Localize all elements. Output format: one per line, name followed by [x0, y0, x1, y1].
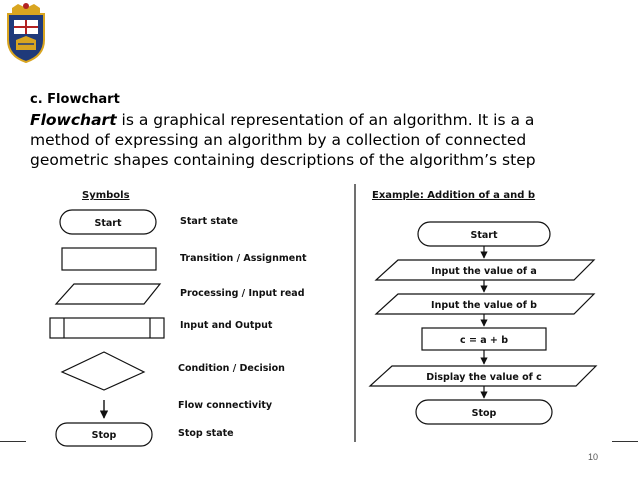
example-step-input-a: Input the value of a: [431, 266, 537, 277]
example-step-start: Start: [470, 230, 498, 241]
input-output-symbol: [50, 318, 164, 338]
definition-text: is a graphical representation of an algorithm. It is a a method of expressing an algorithm by a collection of connected geometric shapes containing descriptions of the algorithm’s step: [30, 111, 536, 169]
example-step-input-b: Input the value of b: [431, 300, 537, 311]
page-number: 10: [587, 452, 598, 462]
parallelogram-symbol: [56, 284, 160, 304]
footer-rule-left: [0, 441, 26, 442]
flowchart-term: Flowchart: [30, 111, 117, 129]
flowchart-definition-paragraph: [30, 110, 590, 186]
rectangle-symbol: [62, 248, 156, 270]
symbol-desc-input-output: Input and Output: [180, 320, 273, 331]
example-title: Example: Addition of a and b: [372, 190, 536, 201]
symbol-label-stop: Stop: [91, 430, 117, 441]
example-step-stop: Stop: [471, 408, 497, 419]
symbol-desc-flow: Flow connectivity: [178, 400, 273, 411]
footer-rule-right: [612, 441, 638, 442]
university-crest-logo: [0, 0, 52, 64]
symbols-title: Symbols: [82, 190, 130, 201]
example-step-assign: c = a + b: [460, 335, 508, 346]
symbol-desc-transition: Transition / Assignment: [180, 253, 307, 264]
section-heading: c. Flowchart: [30, 92, 120, 107]
example-step-display: Display the value of c: [426, 372, 542, 383]
symbol-desc-start-state: Start state: [180, 216, 238, 227]
symbol-desc-processing: Processing / Input read: [180, 288, 305, 299]
symbol-desc-stop-state: Stop state: [178, 428, 234, 439]
symbol-desc-decision: Condition / Decision: [178, 363, 285, 374]
flowchart-diagram: [0, 180, 638, 450]
flowchart-figure: [0, 180, 638, 450]
symbol-label-start: Start: [94, 218, 122, 229]
